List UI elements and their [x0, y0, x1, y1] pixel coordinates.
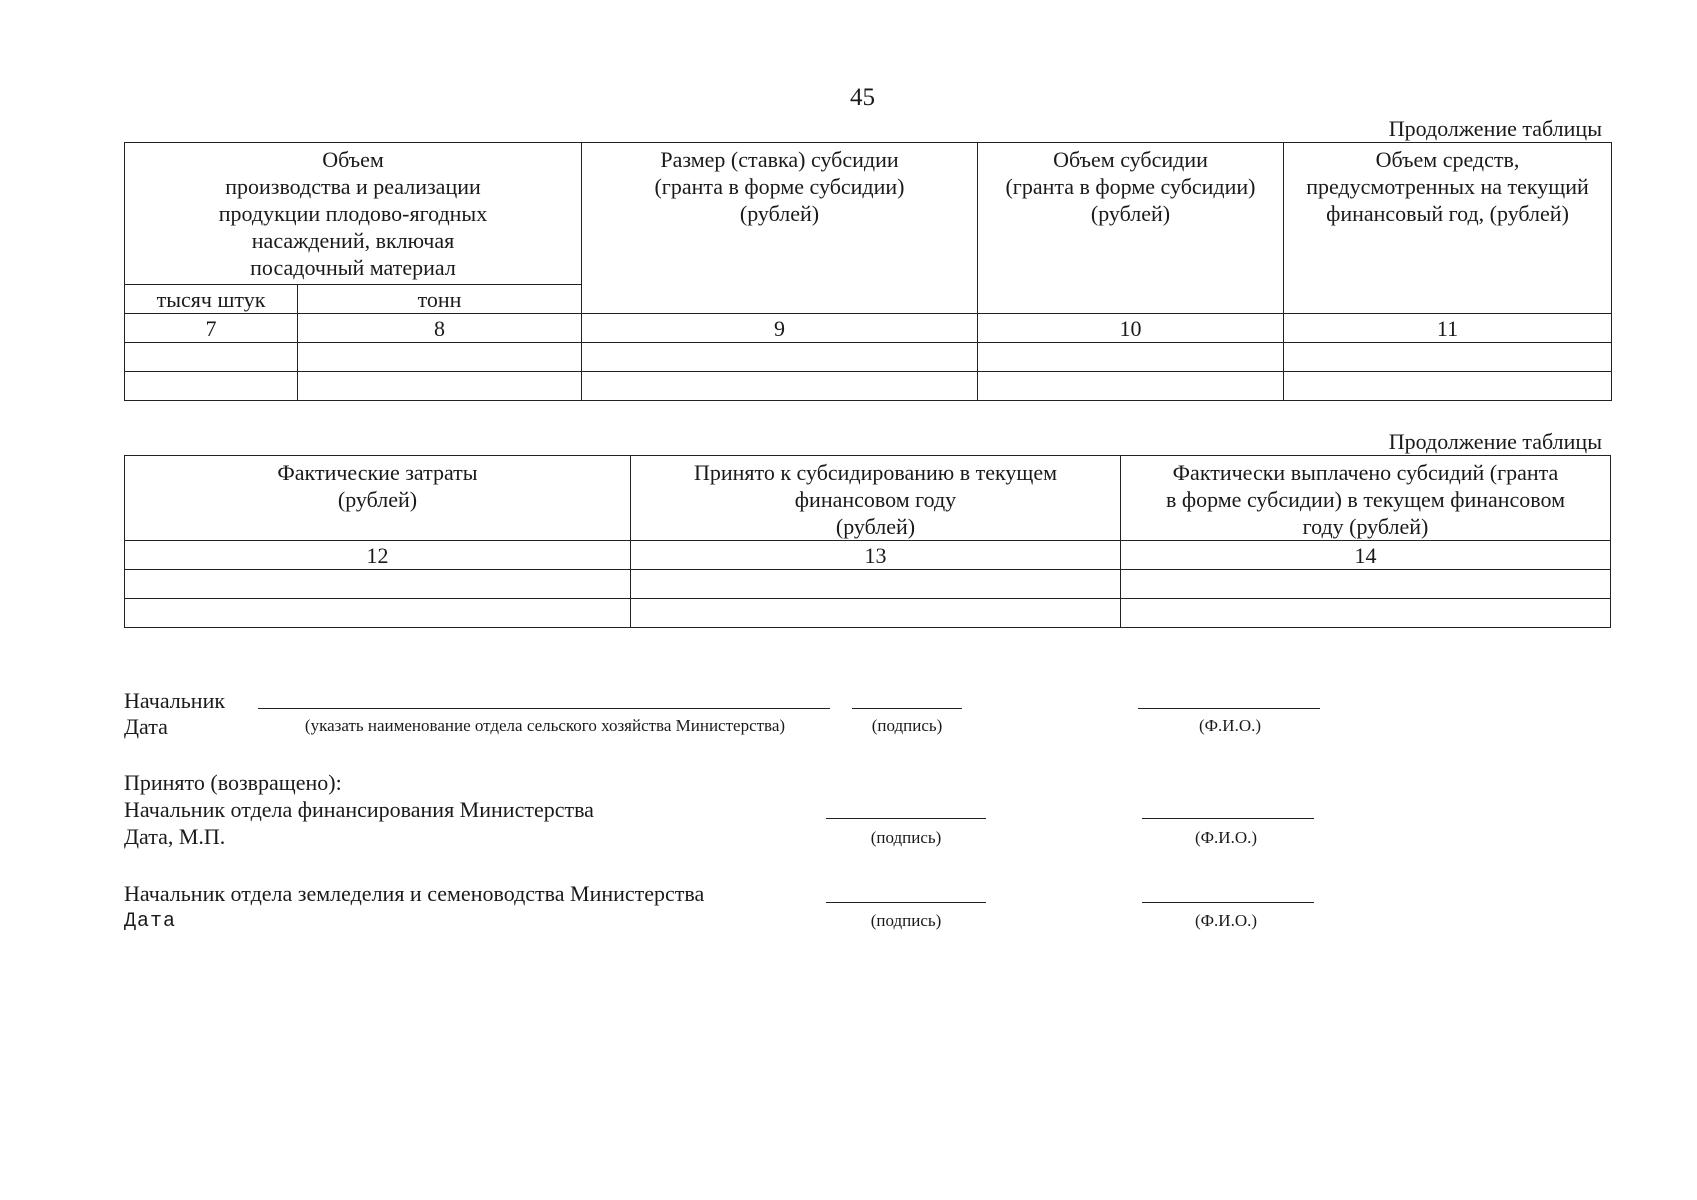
name-line[interactable]	[1142, 902, 1314, 903]
signature-caption: (подпись)	[871, 716, 943, 735]
name-caption: (Ф.И.О.)	[1198, 716, 1262, 735]
table-cell[interactable]	[1121, 570, 1611, 599]
signature-caption: (подпись)	[870, 911, 942, 930]
date-label: Дата	[124, 910, 177, 933]
header-unit-tons: тонн	[298, 285, 582, 314]
table-cell[interactable]	[125, 372, 298, 401]
page-number: 45	[850, 84, 875, 111]
accepted-label: Принято (возвращено):	[124, 770, 342, 795]
finance-chief-label: Начальник отдела финансирования Министерства	[124, 797, 594, 822]
table2-continuation-label: Продолжение таблицы	[1388, 429, 1602, 454]
table-cell[interactable]	[631, 570, 1121, 599]
table-row	[125, 570, 1611, 599]
col-number: 7	[125, 314, 298, 343]
table-cell[interactable]	[582, 343, 978, 372]
col-number: 8	[298, 314, 582, 343]
col-number: 11	[1284, 314, 1612, 343]
header-rate: Размер (ставка) субсидии (гранта в форме субсидии) (рублей)	[582, 143, 978, 314]
table-cell[interactable]	[298, 372, 582, 401]
table-cell[interactable]	[1284, 372, 1612, 401]
table2	[124, 455, 1611, 628]
table-row	[125, 343, 1612, 372]
chief-label: Начальник	[124, 688, 226, 713]
table-cell[interactable]	[978, 372, 1284, 401]
signature-line[interactable]	[826, 902, 986, 903]
signature-line[interactable]	[826, 818, 986, 819]
table-cell[interactable]	[1121, 599, 1611, 628]
header-accepted: Принято к субсидированию в текущем финансовом году (рублей)	[631, 456, 1121, 541]
col-number: 14	[1121, 541, 1611, 570]
col-number: 12	[125, 541, 631, 570]
name-caption: (Ф.И.О.)	[1194, 911, 1258, 930]
col-number: 9	[582, 314, 978, 343]
signature-line[interactable]	[852, 708, 962, 709]
table1	[124, 142, 1612, 401]
name-line[interactable]	[1142, 818, 1314, 819]
name-line[interactable]	[1138, 708, 1320, 709]
table-cell[interactable]	[631, 599, 1121, 628]
table-cell[interactable]	[125, 599, 631, 628]
table-row	[125, 372, 1612, 401]
table-row	[125, 599, 1611, 628]
table-cell[interactable]	[125, 570, 631, 599]
dept-line[interactable]	[258, 708, 830, 709]
header-actual-costs: Фактические затраты (рублей)	[125, 456, 631, 541]
name-caption: (Ф.И.О.)	[1194, 828, 1258, 847]
date-stamp-label: Дата, М.П.	[124, 824, 226, 849]
table1-continuation-label: Продолжение таблицы	[1388, 116, 1602, 141]
header-paid: Фактически выплачено субсидий (гранта в форме субсидии) в текущем финансовом году (рублей)	[1121, 456, 1611, 541]
col-number: 10	[978, 314, 1284, 343]
table-cell[interactable]	[582, 372, 978, 401]
table-cell[interactable]	[978, 343, 1284, 372]
table-cell[interactable]	[1284, 343, 1612, 372]
header-funds-volume: Объем средств, предусмотренных на текущий финансовый год, (рублей)	[1284, 143, 1612, 314]
table-cell[interactable]	[298, 343, 582, 372]
date-label: Дата	[124, 714, 168, 739]
header-subsidy-volume: Объем субсидии (гранта в форме субсидии) (рублей)	[978, 143, 1284, 314]
dept-caption: (указать наименование отдела сельского хозяйства Министерства)	[304, 716, 786, 735]
header-volume: Объем производства и реализации продукции плодово-ягодных насаждений, включая посадочный материал	[125, 143, 582, 285]
header-unit-thousand: тысяч штук	[125, 285, 298, 314]
agri-chief-label: Начальник отдела земледелия и семеноводства Министерства	[124, 881, 705, 906]
signature-caption: (подпись)	[870, 828, 942, 847]
col-number: 13	[631, 541, 1121, 570]
table-cell[interactable]	[125, 343, 298, 372]
